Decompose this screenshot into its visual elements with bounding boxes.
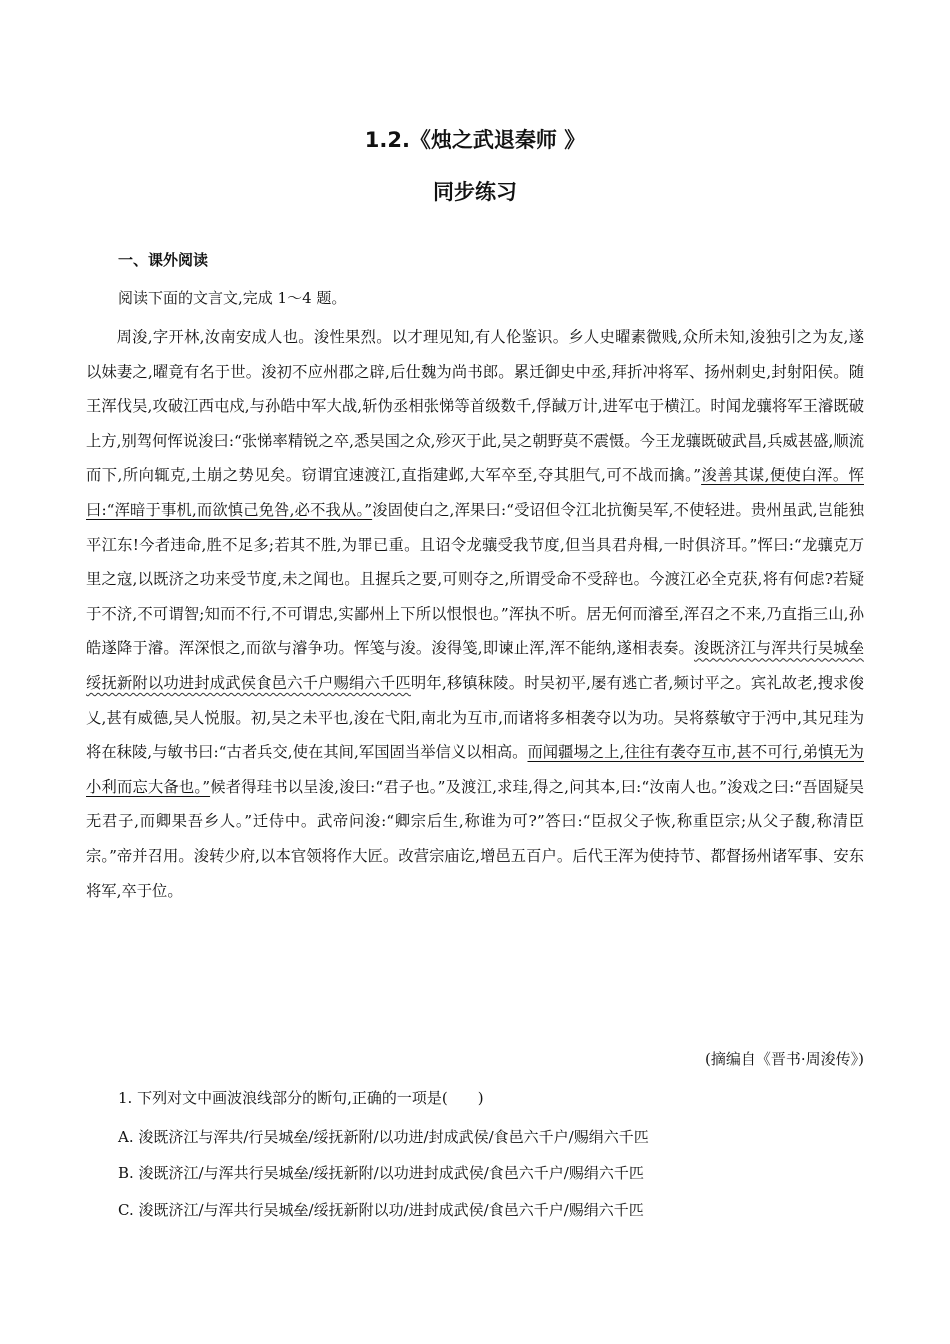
document-title: 1.2.《烛之武退秦师 》 — [364, 128, 586, 152]
question-stem: 1. 下列对文中画波浪线部分的断句,正确的一项是( ) — [118, 1089, 484, 1107]
passage-text: 候者得珪书以呈浚,浚曰:“君子也。”及渡江,求珪,得之,问其本,曰:“汝南人也。”浚戏之曰:“吾固疑吴无君子,而卿果吾乡人。”迁侍中。武帝问浚:“卿宗后生,称谁为可?”答曰:“臣叔父子恢,称重臣宗;从父子馥,称清臣宗。”帝并召用。浚转少府,以本官领将作大匠。改营宗庙讫,增邑五百户。后代王浑为使持节、都督扬州诸军事、安东将军,卒于位。 — [86, 777, 865, 900]
underlined-sentence: 而闻疆埸之上,往往有袭夺互市,甚不可行,弟慎无为小利而忘大备也。” — [86, 743, 864, 796]
option-b: B. 浚既济江/与浑共行吴城垒/绥抚新附/以功进封成武侯/食邑六千户/赐绢六千匹 — [118, 1164, 644, 1182]
wavy-underlined-sentence: 浚既济江与浑共行吴城垒绥抚新附以功进封成武侯食邑六千户赐绢六千匹 — [86, 639, 864, 692]
document-subtitle: 同步练习 — [433, 180, 517, 204]
passage-text: 明年,移镇秣陵。时吴初平,屡有逃亡者,频讨平之。宾礼故老,搜求俊乂,甚有威德,吴人悦服。初,吴之未平也,浚在弋阳,南北为互市,而诸将多相袭夺以为功。吴将蔡敏守于沔中,其兄珪为将在秣陵,与敏书曰:“古者兵交,使在其间,军国固当举信义以相高。 — [86, 673, 864, 762]
source-citation: (摘编自《晋书·周浚传》) — [705, 1050, 864, 1068]
option-a: A. 浚既济江与浑共/行吴城垒/绥抚新附/以功进/封成武侯/食邑六千户/赐绢六千匹 — [118, 1128, 649, 1146]
underlined-sentence: 浚善其谋,便使白浑。恽曰:“浑暗于事机,而欲慎己免咎,必不我从。” — [86, 466, 864, 519]
passage-text: 浚固使白之,浑果曰:“受诏但令江北抗衡吴军,不使轻进。贵州虽武,岂能独平江东!今者违命,胜不足多;若其不胜,为罪已重。且诏令龙骧受我节度,但当具君舟楫,一时俱济耳。”恽曰:“龙骧克万里之寇,以既济之功来受节度,未之闻也。且握兵之要,可则夺之,所谓受命不受辞也。今渡江必全克获,将有何虑?若疑于不济,不可谓智;知而不行,不可谓忠,实鄙州上下所以恨恨也。”浑执不听。居无何而濬至,浑召之不来,乃直指三山,孙皓遂降于濬。浑深恨之,而欲与濬争功。恽笺与浚。浚得笺,即谏止浑,浑不能纳,遂相表奏。 — [86, 500, 864, 658]
reading-instruction: 阅读下面的文言文,完成 1～4 题。 — [118, 289, 347, 307]
classical-passage — [86, 320, 864, 908]
option-c: C. 浚既济江/与浑共行吴城垒/绥抚新附以功/进封成武侯/食邑六千户/赐绢六千匹 — [118, 1201, 644, 1219]
section-heading: 一、课外阅读 — [118, 251, 209, 269]
passage-text: 周浚,字开林,汝南安成人也。浚性果烈。以才理见知,有人伦鉴识。乡人史曜素微贱,众所未知,浚独引之为友,遂以妹妻之,曜竟有名于世。浚初不应州郡之辟,后仕魏为尚书郎。累迁御史中丞,拜折冲将军、扬州刺史,封射阳侯。随王浑伐吴,攻破江西屯戍,与孙皓中军大战,斩伪丞相张悌等首级数千,俘馘万计,进军屯于横江。时闻龙骧将军王濬既破上方,别驾何恽说浚曰:“张悌率精锐之卒,悉吴国之众,殄灭于此,吴之朝野莫不震慑。今王龙骧既破武昌,兵威甚盛,顺流而下,所向辄克,土崩之势见矣。窃谓宜速渡江,直指建邺,大军卒至,夺其胆气,可不战而擒。” — [86, 328, 864, 485]
